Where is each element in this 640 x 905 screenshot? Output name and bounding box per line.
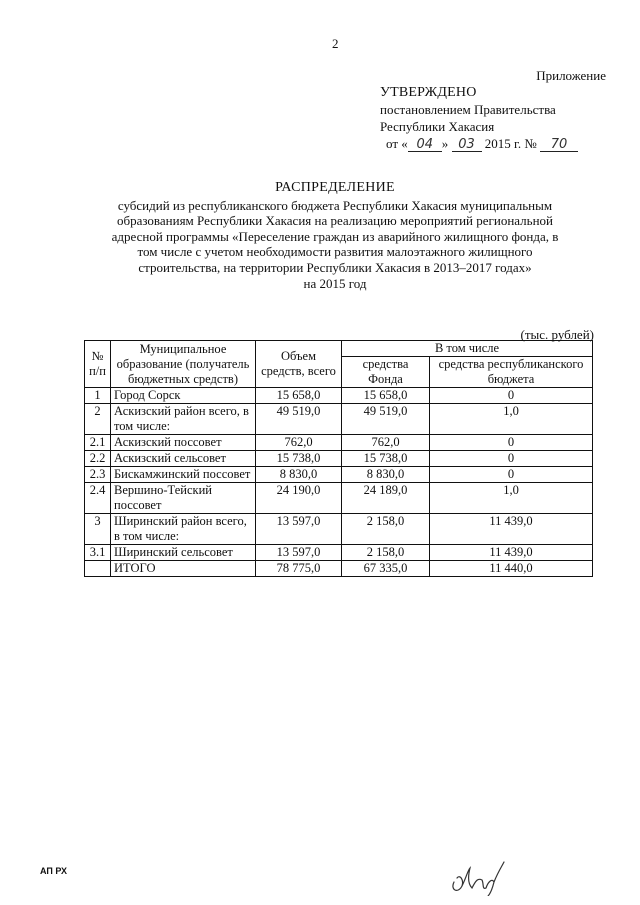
- row-name: Аскизский район всего, в том числе:: [111, 404, 256, 435]
- row-fund: 15 738,0: [342, 451, 430, 467]
- row-num: 2: [85, 404, 111, 435]
- header-num: № п/п: [85, 341, 111, 388]
- row-fund: 15 658,0: [342, 388, 430, 404]
- approval-block: [380, 84, 578, 152]
- appendix-label: Приложение: [536, 68, 606, 83]
- table-row: [85, 467, 593, 483]
- decree-number: 70: [540, 138, 578, 152]
- row-num: 2.4: [85, 483, 111, 514]
- row-republic: 0: [430, 451, 593, 467]
- title-heading: РАСПРЕДЕЛЕНИЕ: [275, 180, 395, 195]
- table-row: [85, 545, 593, 561]
- row-fund: 8 830,0: [342, 467, 430, 483]
- approval-line-1: постановлением Правительства: [380, 102, 556, 117]
- table-row-total: [85, 561, 593, 577]
- header-total: Объем средств, всего: [256, 341, 342, 388]
- row-republic: 0: [430, 388, 593, 404]
- title-line-3: адресной программы «Переселение граждан из аварийного жилищного фонда, в: [111, 228, 559, 244]
- row-num: 1: [85, 388, 111, 404]
- row-total: 49 519,0: [256, 404, 342, 435]
- date-month: 03: [452, 138, 482, 152]
- row-name: Аскизский поссовет: [111, 435, 256, 451]
- row-name: Город Сорск: [111, 388, 256, 404]
- row-fund: 67 335,0: [342, 561, 430, 577]
- title-line-6: на 2015 год: [303, 275, 367, 291]
- table-row: [85, 388, 593, 404]
- row-total: 78 775,0: [256, 561, 342, 577]
- row-name: Аскизский сельсовет: [111, 451, 256, 467]
- row-republic: 11 440,0: [430, 561, 593, 577]
- row-num: 2.2: [85, 451, 111, 467]
- row-num: 3: [85, 514, 111, 545]
- table-row: [85, 483, 593, 514]
- row-fund: 2 158,0: [342, 514, 430, 545]
- row-num: 2.3: [85, 467, 111, 483]
- row-total: 24 190,0: [256, 483, 342, 514]
- title-line-5: строительства, на территории Республики Хакасия в 2013–2017 годах»: [138, 259, 532, 275]
- row-num: 2.1: [85, 435, 111, 451]
- approval-date-line: [386, 135, 578, 152]
- row-num: 3.1: [85, 545, 111, 561]
- header-republic: средства республиканского бюджета: [430, 357, 593, 388]
- row-republic: 1,0: [430, 483, 593, 514]
- row-num: [85, 561, 111, 577]
- row-name: Вершино-Тейский поссовет: [111, 483, 256, 514]
- table-body: [85, 388, 593, 577]
- approval-line-2: Республики Хакасия: [380, 119, 495, 134]
- row-fund: 2 158,0: [342, 545, 430, 561]
- header-municipality: Муниципальное образование (получатель бюджетных средств): [111, 341, 256, 388]
- approved-heading: УТВЕРЖДЕНО: [380, 85, 477, 100]
- row-total: 8 830,0: [256, 467, 342, 483]
- row-republic: 1,0: [430, 404, 593, 435]
- footer-code: АП РХ: [40, 866, 68, 876]
- row-name: Бискамжинский поссовет: [111, 467, 256, 483]
- header-including: В том числе: [342, 341, 593, 357]
- date-mid: »: [441, 136, 449, 151]
- signature-mark: [448, 860, 512, 896]
- subsidy-table: [84, 340, 593, 577]
- title-line-1: субсидий из республиканского бюджета Республики Хакасия муниципальным: [117, 197, 553, 213]
- row-name: Ширинский район всего, в том числе:: [111, 514, 256, 545]
- date-day: 04: [408, 138, 442, 152]
- row-total: 15 658,0: [256, 388, 342, 404]
- row-republic: 0: [430, 467, 593, 483]
- row-total: 762,0: [256, 435, 342, 451]
- document-title: [70, 180, 600, 291]
- row-total: 13 597,0: [256, 514, 342, 545]
- table-row: [85, 435, 593, 451]
- row-name: ИТОГО: [111, 561, 256, 577]
- row-republic: 11 439,0: [430, 514, 593, 545]
- table-row: [85, 514, 593, 545]
- row-total: 13 597,0: [256, 545, 342, 561]
- row-total: 15 738,0: [256, 451, 342, 467]
- title-line-2: образованиям Республики Хакасия на реализацию мероприятий региональной: [116, 213, 553, 229]
- row-fund: 49 519,0: [342, 404, 430, 435]
- table-row: [85, 404, 593, 435]
- row-republic: 11 439,0: [430, 545, 593, 561]
- date-suffix: 2015 г. №: [484, 136, 537, 151]
- title-line-4: том числе с учетом необходимости развития малоэтажного жилищного: [137, 244, 533, 260]
- row-republic: 0: [430, 435, 593, 451]
- row-fund: 762,0: [342, 435, 430, 451]
- units-label: (тыс. рублей): [520, 327, 594, 342]
- row-fund: 24 189,0: [342, 483, 430, 514]
- table-row: [85, 451, 593, 467]
- page-number: 2: [332, 36, 339, 51]
- row-name: Ширинский сельсовет: [111, 545, 256, 561]
- date-prefix: от «: [386, 136, 408, 151]
- header-fund: средства Фонда: [342, 357, 430, 388]
